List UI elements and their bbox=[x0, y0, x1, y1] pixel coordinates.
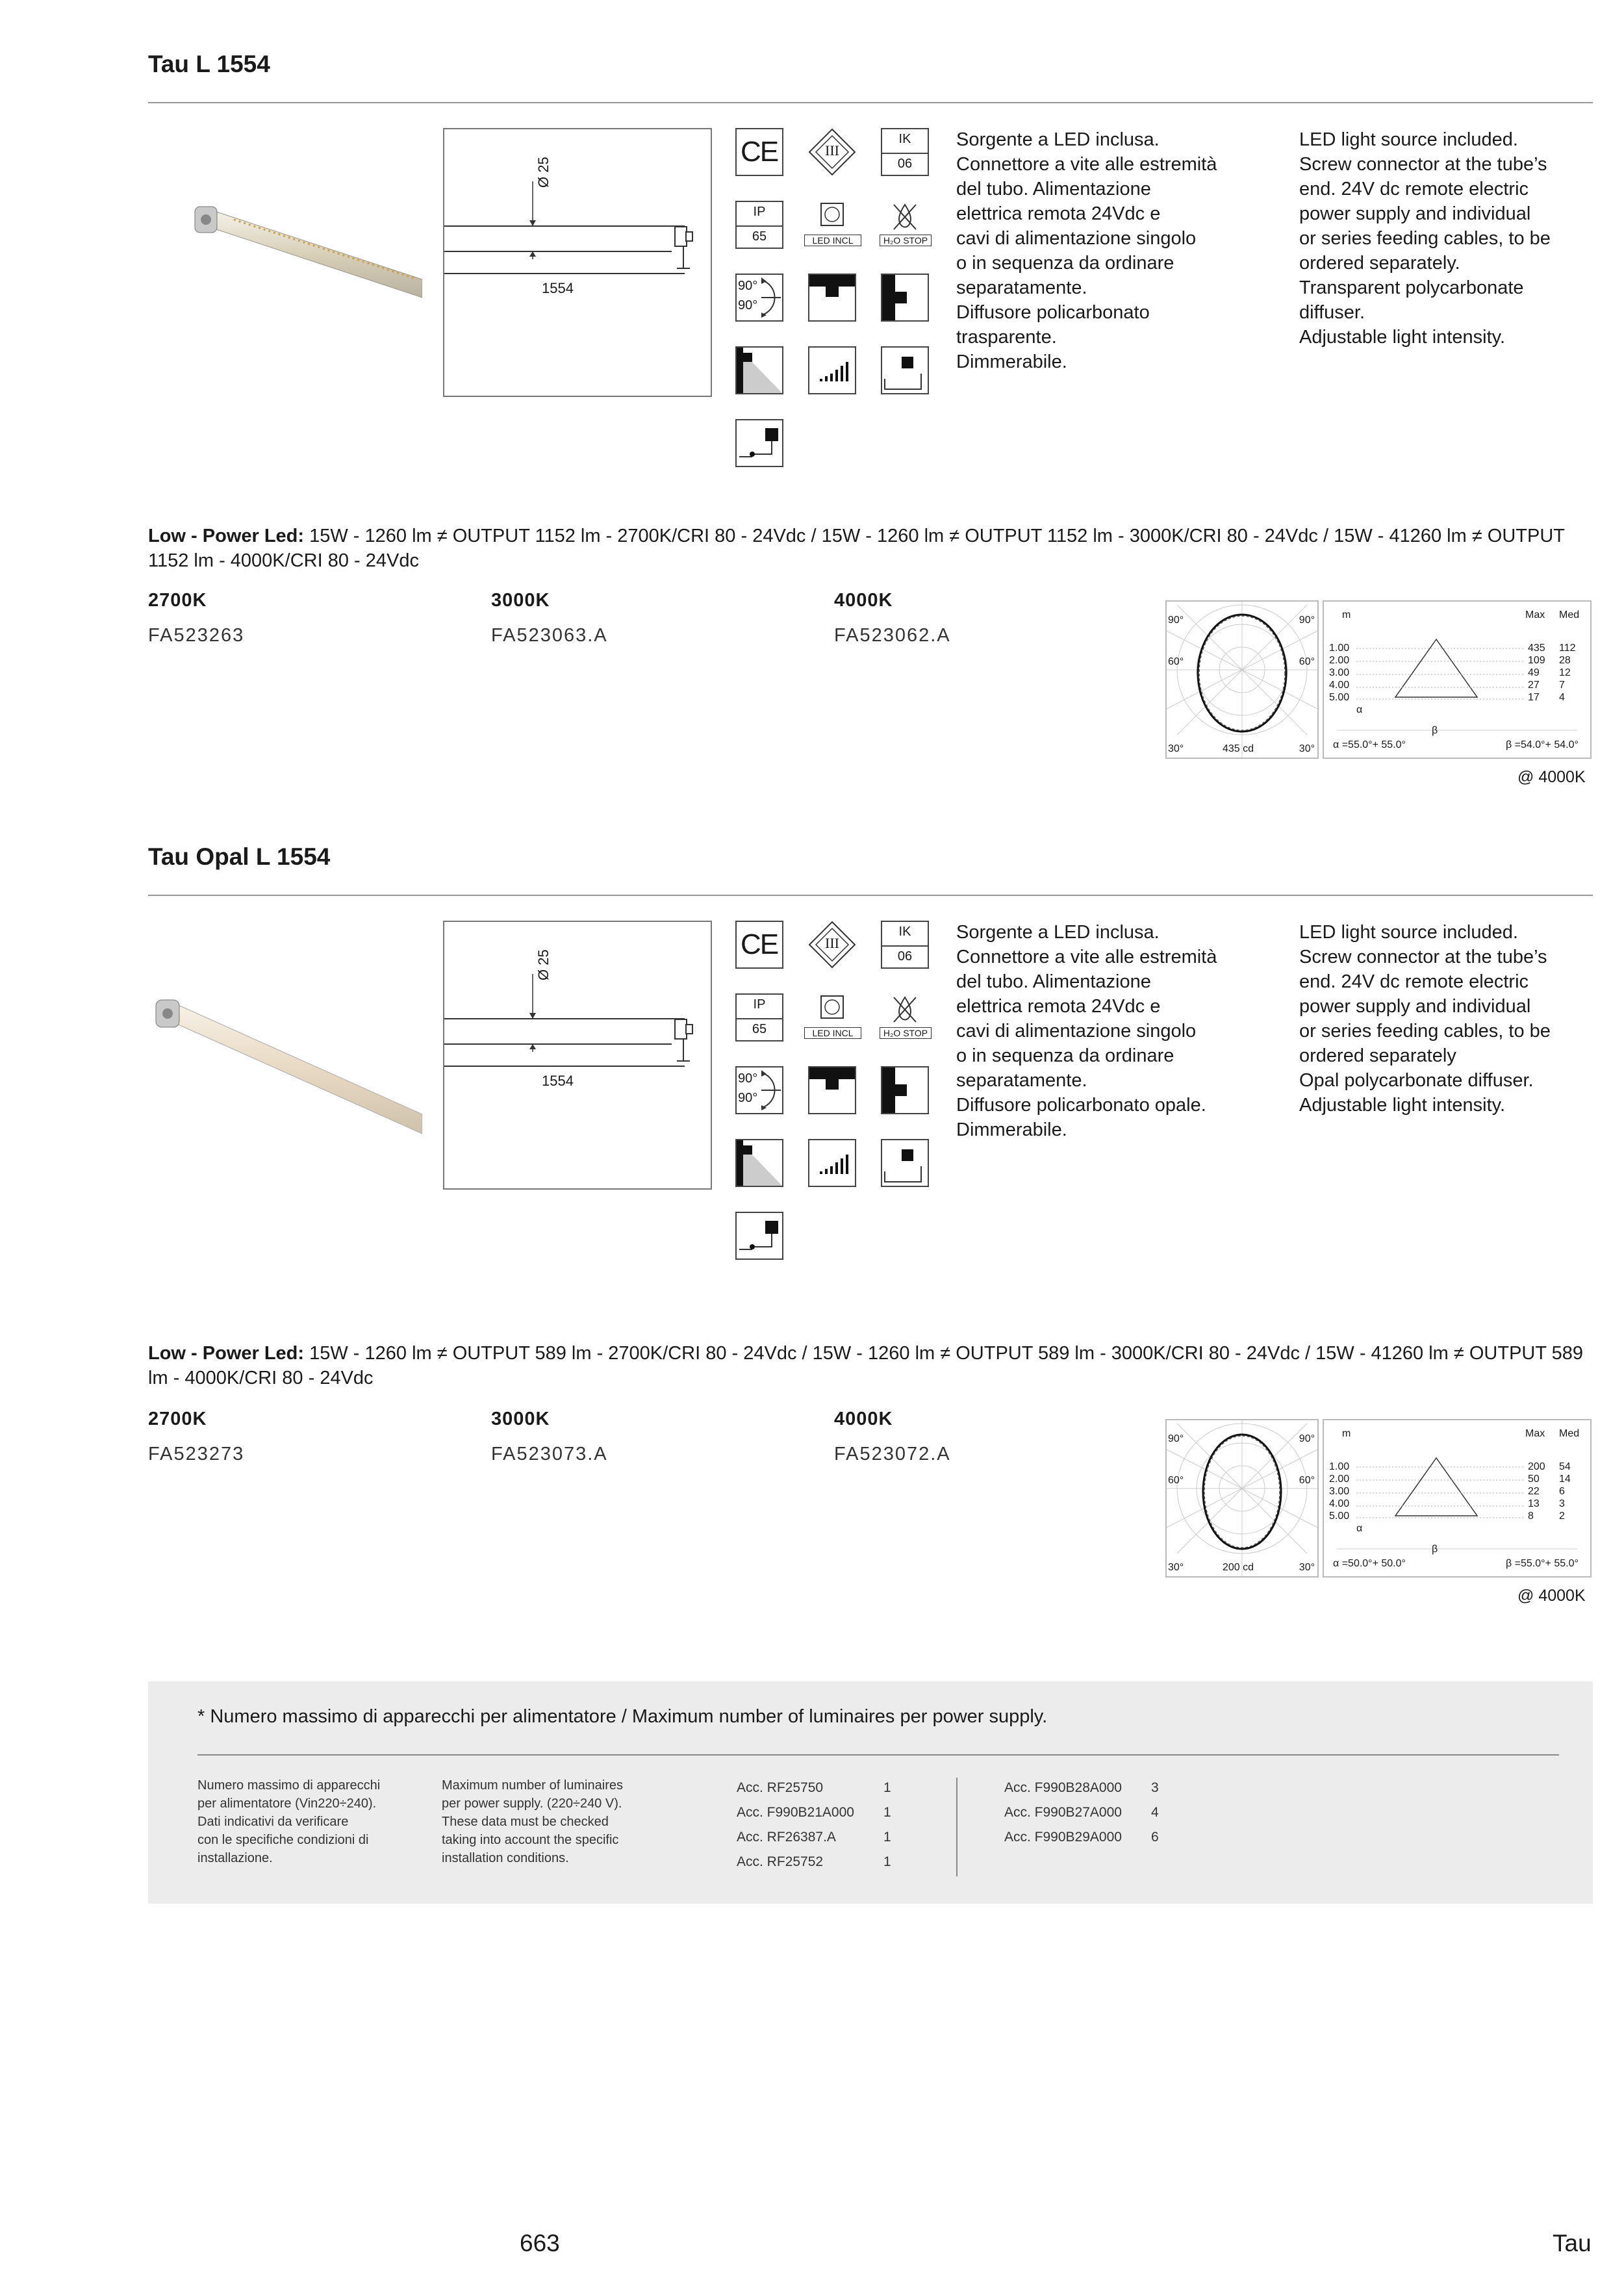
led-included-icon: LED INCL bbox=[808, 993, 856, 1041]
variant-temp-1: 2700K bbox=[148, 1409, 207, 1429]
ceiling-mount-icon bbox=[808, 274, 856, 322]
diameter-label: Ø 25 bbox=[535, 157, 552, 188]
accessory-count: 1 bbox=[883, 1805, 891, 1820]
ip-rating-icon: IP 65 bbox=[735, 201, 783, 249]
dimmable-icon bbox=[808, 1139, 856, 1187]
description-italian: Sorgente a LED inclusa. Connettore a vite alle estremità del tubo. Alimentazione elettrica remota 24Vdc e cavi di alimentazione singolo o in sequenza da ordinare separatamente. Diffusore policarbonato opale. Dimmerabile. bbox=[956, 922, 1217, 1140]
accessory-code: Acc. F990B21A000 bbox=[737, 1805, 854, 1820]
accessory-code: Acc. RF25750 bbox=[737, 1780, 824, 1795]
polar-diagram: 90° 90° 60° 60° 30° 30° 435 cd bbox=[1165, 600, 1319, 759]
cone-diagram: m Max Med 1.00 2.00 3.00 4.00 5.00 435 109 49 27 17 112 28 12 7 4 α β α =55.0°+ 55.0° β =54.0°+ 54.0° bbox=[1323, 600, 1592, 759]
ik-rating-icon: IK 06 bbox=[881, 128, 929, 176]
remote-driver-icon bbox=[881, 346, 929, 394]
rotation-icon: 90° 90° bbox=[735, 274, 783, 322]
accessory-code: Acc. F990B29A000 bbox=[1004, 1830, 1122, 1845]
variant-temp-3: 4000K bbox=[834, 590, 893, 611]
variant-code-3: FA523062.A bbox=[834, 625, 951, 646]
ik-rating-icon: IK 06 bbox=[881, 921, 929, 969]
ceiling-mount-icon bbox=[808, 1066, 856, 1114]
wall-mount-icon bbox=[881, 1066, 929, 1114]
technical-drawing bbox=[443, 128, 712, 397]
power-spec: Low - Power Led: 15W - 1260 lm ≠ OUTPUT 1152 lm - 2700K/CRI 80 - 24Vdc / 15W - 1260 lm ≠ OUTPUT 1152 lm - 3000K/CRI 80 - 24Vdc / 15W - 41260 lm ≠ OUTPUT 1152 lm - 4000K/CRI 80 - 24Vdc bbox=[148, 526, 1565, 571]
class-iii-icon: III bbox=[808, 128, 856, 176]
note-english: Maximum number of luminaires per power supply. (220÷240 V). These data must be checked taking into account the specific installation conditions. bbox=[442, 1778, 623, 1865]
cone-diagram: m Max Med 1.00 2.00 3.00 4.00 5.00 200 50 22 13 8 54 14 6 3 2 α β α =50.0°+ 50.0° β =55.0°+ 55.0° bbox=[1323, 1419, 1592, 1578]
power-supply-connection-icon bbox=[735, 1212, 783, 1260]
variant-temp-3: 4000K bbox=[834, 1409, 893, 1429]
measured-at-label: @ 4000K bbox=[1517, 768, 1586, 786]
variant-code-1: FA523263 bbox=[148, 625, 245, 646]
variant-code-1: FA523273 bbox=[148, 1444, 245, 1464]
remote-driver-icon bbox=[881, 1139, 929, 1187]
variant-code-3: FA523072.A bbox=[834, 1444, 951, 1464]
accessory-count: 1 bbox=[883, 1780, 891, 1795]
ce-mark-icon: CE bbox=[735, 128, 783, 176]
diameter-label: Ø 25 bbox=[535, 949, 552, 980]
power-supply-note bbox=[148, 1681, 1593, 1904]
divider bbox=[148, 102, 1593, 103]
variant-code-2: FA523073.A bbox=[491, 1444, 608, 1464]
variant-temp-1: 2700K bbox=[148, 590, 207, 611]
accessory-count: 1 bbox=[883, 1854, 891, 1869]
measured-at-label: @ 4000K bbox=[1517, 1587, 1586, 1605]
light-emission-icon bbox=[735, 1139, 783, 1187]
product-family-label: Tau bbox=[1553, 2230, 1592, 2256]
light-emission-icon bbox=[735, 346, 783, 394]
note-italian: Numero massimo di apparecchi per alimentatore (Vin220÷240). Dati indicativi da verificare con le specifiche condizioni di installazione. bbox=[197, 1778, 381, 1865]
ce-mark-icon: CE bbox=[735, 921, 783, 969]
accessory-count: 3 bbox=[1151, 1780, 1159, 1795]
dimmable-icon bbox=[808, 346, 856, 394]
length-label: 1554 bbox=[542, 280, 574, 296]
power-spec: Low - Power Led: 15W - 1260 lm ≠ OUTPUT 589 lm - 2700K/CRI 80 - 24Vdc / 15W - 1260 lm ≠ OUTPUT 589 lm - 3000K/CRI 80 - 24Vdc / 15W - 41260 lm ≠ OUTPUT 589 lm - 4000K/CRI 80 - 24Vdc bbox=[148, 1343, 1583, 1388]
candela-label: 200 cd bbox=[1223, 1562, 1254, 1573]
polar-diagram: 90° 90° 60° 60° 30° 30° 200 cd bbox=[1165, 1419, 1319, 1578]
accessory-count: 1 bbox=[883, 1830, 891, 1845]
note-heading: * Numero massimo di apparecchi per alimentatore / Maximum number of luminaires per power supply. bbox=[197, 1706, 1048, 1727]
length-label: 1554 bbox=[542, 1073, 574, 1089]
h2o-stop-icon: H₂O STOP bbox=[881, 993, 929, 1041]
power-supply-connection-icon bbox=[735, 419, 783, 467]
page-number: 663 bbox=[520, 2230, 560, 2256]
product-image bbox=[188, 195, 422, 312]
divider bbox=[148, 895, 1593, 896]
description-english: LED light source included. Screw connector at the tube’s end. 24V dc remote electric power supply and individual or series feeding cables, to be ordered separately. Transparent polycarbonate diffuser. Adjustable light intensity. bbox=[1299, 129, 1551, 348]
led-included-icon: LED INCL bbox=[808, 201, 856, 249]
technical-drawing bbox=[443, 921, 712, 1190]
accessory-count: 4 bbox=[1151, 1805, 1159, 1820]
product-title: Tau Opal L 1554 bbox=[148, 843, 331, 870]
variant-temp-2: 3000K bbox=[491, 1409, 550, 1429]
divider bbox=[956, 1778, 958, 1876]
ip-rating-icon: IP 65 bbox=[735, 993, 783, 1041]
h2o-stop-icon: H₂O STOP bbox=[881, 201, 929, 249]
rotation-icon: 90° 90° bbox=[735, 1066, 783, 1114]
description-italian: Sorgente a LED inclusa. Connettore a vite alle estremità del tubo. Alimentazione elettrica remota 24Vdc e cavi di alimentazione singolo o in sequenza da ordinare separatamente. Diffusore policarbonato trasparente. Dimmerabile. bbox=[956, 129, 1217, 372]
accessory-count: 6 bbox=[1151, 1830, 1159, 1845]
candela-label: 435 cd bbox=[1223, 743, 1254, 754]
divider bbox=[197, 1754, 1559, 1756]
accessory-code: Acc. RF25752 bbox=[737, 1854, 824, 1869]
class-iii-icon: III bbox=[808, 921, 856, 969]
accessory-code: Acc. F990B28A000 bbox=[1004, 1780, 1122, 1795]
product-image bbox=[149, 991, 422, 1140]
wall-mount-icon bbox=[881, 274, 929, 322]
accessory-code: Acc. RF26387.A bbox=[737, 1830, 836, 1845]
product-title: Tau L 1554 bbox=[148, 51, 270, 77]
description-english: LED light source included. Screw connector at the tube’s end. 24V dc remote electric power supply and individual or series feeding cables, to be ordered separately Opal polycarbonate diffuser. Adjustable light intensity. bbox=[1299, 922, 1551, 1116]
variant-code-2: FA523063.A bbox=[491, 625, 608, 646]
accessory-code: Acc. F990B27A000 bbox=[1004, 1805, 1122, 1820]
variant-temp-2: 3000K bbox=[491, 590, 550, 611]
